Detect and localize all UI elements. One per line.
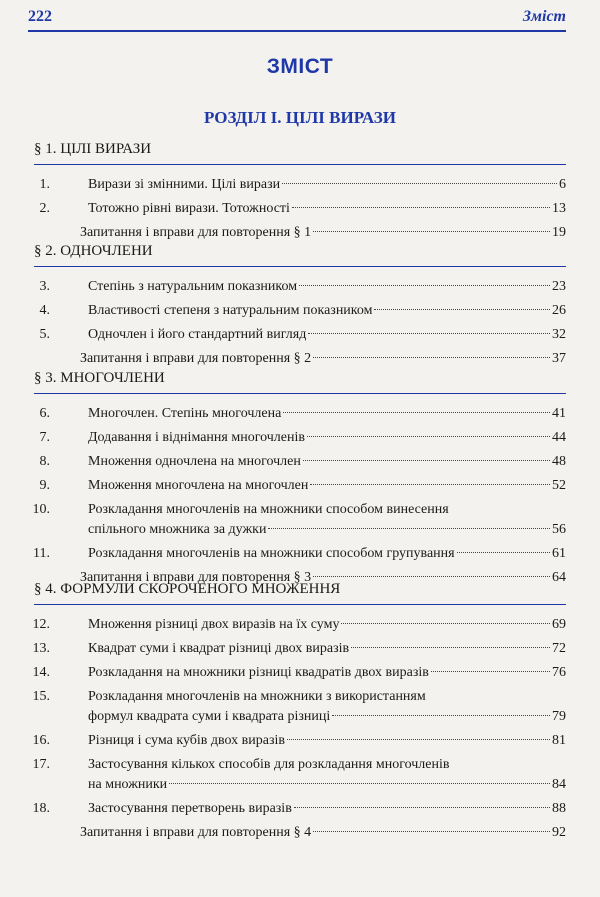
entry-title: на множники xyxy=(88,777,168,792)
entry-number: 12. xyxy=(32,617,50,632)
toc-entry-line xyxy=(88,324,566,346)
entry-page-number: 84 xyxy=(552,777,566,792)
entry-title: Застосування кількох способів для розкладання многочленів xyxy=(88,757,450,772)
toc-entry-line xyxy=(88,730,566,752)
entry-number: 1. xyxy=(39,177,50,192)
toc-entry-line xyxy=(88,774,566,796)
dot-leader xyxy=(308,333,550,334)
toc-entry-line xyxy=(88,198,566,220)
entry-page-number: 23 xyxy=(552,279,566,294)
page-title: ЗМІСТ xyxy=(266,55,334,78)
dot-leader xyxy=(268,528,550,529)
running-title: Зміст xyxy=(522,8,566,25)
entry-page-number: 52 xyxy=(552,478,566,493)
entry-page-number: 32 xyxy=(552,327,566,342)
dot-leader xyxy=(287,739,550,740)
dot-leader xyxy=(283,412,550,413)
entry-title: Вирази зі змінними. Цілі вирази xyxy=(88,177,281,192)
entry-number: 16. xyxy=(32,733,50,748)
section-heading xyxy=(34,578,566,605)
dot-leader xyxy=(299,285,550,286)
entry-number: 3. xyxy=(39,279,50,294)
entry-title: спільного множника за дужки xyxy=(88,522,267,537)
toc-entry-line xyxy=(88,427,566,449)
entry-title: Розкладання многочленів на множники з використанням xyxy=(88,689,426,704)
entry-page-number: 26 xyxy=(552,303,566,318)
entry-title: Многочлен. Степінь многочлена xyxy=(88,406,282,421)
dot-leader xyxy=(294,807,550,808)
entry-number: 6. xyxy=(39,406,50,421)
dot-leader xyxy=(351,647,550,648)
dot-leader xyxy=(282,183,557,184)
section-heading-text: § 4. ФОРМУЛИ СКОРОЧЕНОГО МНОЖЕННЯ xyxy=(34,581,341,597)
entry-title: Запитання і вправи для повторення § 3 xyxy=(80,570,312,585)
section-heading-text: § 2. ОДНОЧЛЕНИ xyxy=(34,243,153,259)
entry-title: формул квадрата суми і квадрата різниці xyxy=(88,709,331,724)
dot-leader xyxy=(303,460,550,461)
entry-number: 8. xyxy=(39,454,50,469)
toc-entry-line xyxy=(88,519,566,541)
entry-number: 9. xyxy=(39,478,50,493)
entry-number: 10. xyxy=(32,502,50,517)
section-heading-text: § 1. ЦІЛІ ВИРАЗИ xyxy=(34,141,152,157)
entry-number: 7. xyxy=(39,430,50,445)
toc-entry-line xyxy=(88,451,566,473)
entry-page-number: 88 xyxy=(552,801,566,816)
entry-title: Степінь з натуральним показником xyxy=(88,279,298,294)
entry-number: 13. xyxy=(32,641,50,656)
toc-entry-line xyxy=(88,403,566,425)
entry-title: Тотожно рівні вирази. Тотожності xyxy=(88,201,290,216)
entry-title: Множення різниці двох виразів на їх суму xyxy=(88,617,340,632)
dot-leader xyxy=(457,552,550,553)
dot-leader xyxy=(332,715,550,716)
entry-title: Властивості степеня з натуральним показником xyxy=(88,303,373,318)
entry-page-number: 6 xyxy=(559,177,566,192)
entry-number: 5. xyxy=(39,327,50,342)
entry-title: Розкладання многочленів на множники способом групування xyxy=(88,546,455,561)
dot-leader xyxy=(374,309,550,310)
chapter-title: РОЗДІЛ І. ЦІЛІ ВИРАЗИ xyxy=(204,108,396,127)
dot-leader xyxy=(313,357,550,358)
entry-title: Розкладання многочленів на множники способом винесення xyxy=(88,502,449,517)
entry-page-number: 56 xyxy=(552,522,566,537)
entry-title: Додавання і віднімання многочленів xyxy=(88,430,305,445)
entry-page-number: 41 xyxy=(552,406,566,421)
entry-title: Множення одночлена на многочлен xyxy=(88,454,301,469)
toc-entry-line xyxy=(88,798,566,820)
entry-number: 2. xyxy=(39,201,50,216)
toc-entry-line xyxy=(88,638,566,660)
entry-title: Квадрат суми і квадрат різниці двох виразів xyxy=(88,641,350,656)
running-header xyxy=(28,6,566,32)
toc-entry-line xyxy=(88,300,566,322)
entry-title: Запитання і вправи для повторення § 4 xyxy=(80,825,312,840)
dot-leader xyxy=(431,671,550,672)
entry-page-number: 69 xyxy=(552,617,566,632)
section-heading-text: § 3. МНОГОЧЛЕНИ xyxy=(34,370,165,386)
dot-leader xyxy=(313,231,550,232)
toc-entry-line xyxy=(88,686,566,708)
entry-number: 17. xyxy=(32,757,50,772)
dot-leader xyxy=(313,831,550,832)
entry-page-number: 76 xyxy=(552,665,566,680)
toc-entry-line xyxy=(88,662,566,684)
entry-title: Різниця і сума кубів двох виразів xyxy=(88,733,286,748)
section-heading xyxy=(34,138,566,165)
toc-entry-line xyxy=(88,276,566,298)
entry-page-number: 19 xyxy=(552,225,566,240)
entry-page-number: 64 xyxy=(552,570,566,585)
section-heading xyxy=(34,240,566,267)
entry-page-number: 44 xyxy=(552,430,566,445)
toc-entry-line xyxy=(88,706,566,728)
entry-page-number: 37 xyxy=(552,351,566,366)
dot-leader xyxy=(169,783,550,784)
entry-title: Множення многочлена на многочлен xyxy=(88,478,309,493)
dot-leader xyxy=(292,207,550,208)
dot-leader xyxy=(313,576,550,577)
entry-number: 18. xyxy=(32,801,50,816)
entry-page-number: 48 xyxy=(552,454,566,469)
dot-leader xyxy=(307,436,550,437)
entry-number: 4. xyxy=(39,303,50,318)
entry-number: 11. xyxy=(33,546,50,561)
dot-leader xyxy=(310,484,550,485)
toc-entry-line xyxy=(88,754,566,776)
toc-entry-line xyxy=(88,174,566,196)
entry-title: Запитання і вправи для повторення § 1 xyxy=(80,225,312,240)
toc-entry-line xyxy=(88,543,566,565)
entry-page-number: 92 xyxy=(552,825,566,840)
toc-entry-line xyxy=(88,475,566,497)
toc-entry-line xyxy=(88,499,566,521)
toc-entry-line xyxy=(80,822,566,844)
toc-entry-line xyxy=(88,614,566,636)
entry-title: Розкладання на множники різниці квадратів двох виразів xyxy=(88,665,429,680)
entry-page-number: 13 xyxy=(552,201,566,216)
entry-title: Запитання і вправи для повторення § 2 xyxy=(80,351,312,366)
entry-title: Одночлен і його стандартний вигляд xyxy=(88,327,307,342)
page-number: 222 xyxy=(28,8,52,25)
entry-page-number: 72 xyxy=(552,641,566,656)
entry-page-number: 79 xyxy=(552,709,566,724)
entry-page-number: 81 xyxy=(552,733,566,748)
dot-leader xyxy=(341,623,550,624)
entry-number: 15. xyxy=(32,689,50,704)
section-heading xyxy=(34,367,566,394)
entry-number: 14. xyxy=(32,665,50,680)
entry-page-number: 61 xyxy=(552,546,566,561)
entry-title: Застосування перетворень виразів xyxy=(88,801,292,816)
